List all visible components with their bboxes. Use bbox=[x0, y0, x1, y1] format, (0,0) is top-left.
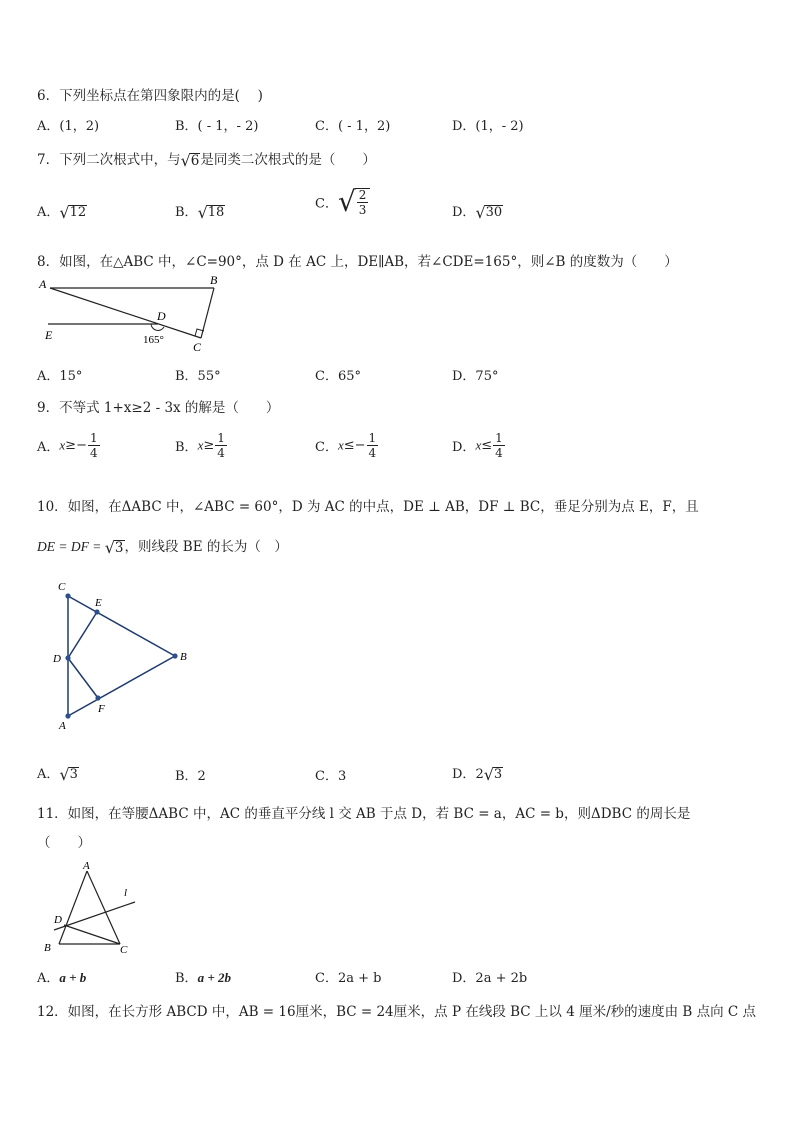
q10-point-a bbox=[65, 713, 70, 718]
q11-segment-ac bbox=[87, 871, 120, 944]
q11-option-a: A．a + b bbox=[37, 970, 87, 986]
q8-stem: 8．如图，在△ABC 中，∠C=90°，点 D 在 AC 上，DE∥AB，若∠CDE=165°，则∠B 的度数为（ ） bbox=[37, 254, 678, 270]
q8-label-b: B bbox=[210, 273, 218, 287]
q6-option-d: D．(1，- 2) bbox=[452, 119, 524, 134]
q10-option-d: D．2 √ 3 bbox=[452, 764, 503, 784]
q10-point-f bbox=[95, 695, 100, 700]
q10-label-f: F bbox=[98, 703, 105, 715]
q11-line-l bbox=[54, 902, 135, 930]
q9-option-b: B．x≥ $\frac{1}{4}$ bbox=[175, 431, 225, 460]
q8-label-c: C bbox=[193, 340, 202, 354]
q7-stem bbox=[37, 148, 376, 169]
q10-segment-ab bbox=[68, 656, 175, 716]
q10-label-c: C bbox=[58, 581, 66, 593]
q11-stem-line1: 11．如图，在等腰ΔABC 中，AC 的垂直平分线 l 交 AB 于点 D，若 BC = a，AC = b，则ΔDBC 的周长是 bbox=[37, 806, 691, 822]
q10-label-d: D bbox=[53, 653, 61, 665]
q6-stem: 6．下列坐标点在第四象限内的是( ) bbox=[37, 88, 263, 104]
q11-label-l: l bbox=[124, 887, 128, 899]
q10-point-b bbox=[172, 653, 177, 658]
q10-label-a: A bbox=[59, 720, 66, 732]
q12-stem: 12．如图，在长方形 ABCD 中，AB = 16厘米，BC = 24厘米，点 P 在线段 BC 上以 4 厘米/秒的速度由 B 点向 C 点 bbox=[37, 1004, 757, 1020]
q8-option-d: D．75° bbox=[452, 369, 499, 384]
q8-label-angle: 165° bbox=[143, 334, 164, 346]
q7-option-b: B． √ 18 bbox=[175, 202, 225, 222]
q10-figure bbox=[48, 575, 198, 735]
q10-segment-df bbox=[68, 658, 98, 698]
q7-stem-post: 是同类二次根式的是（ ） bbox=[200, 152, 376, 168]
q10-point-c bbox=[65, 593, 70, 598]
q9-option-a: A．x≥− $\frac{1}{4}$ bbox=[37, 431, 98, 460]
q8-option-a: A．15° bbox=[37, 369, 83, 384]
q10-point-d bbox=[65, 655, 70, 660]
q6-option-a: A．(1，2) bbox=[37, 119, 100, 134]
q10-point-e bbox=[94, 609, 99, 614]
q11-option-b: B．a + 2b bbox=[175, 970, 231, 986]
q6-option-c: C．( - 1，2) bbox=[315, 119, 391, 134]
q7-option-d: D． √ 30 bbox=[452, 202, 503, 222]
q6-option-b: B．( - 1，- 2) bbox=[175, 119, 259, 134]
q9-option-d: D．x≤ $\frac{1}{4}$ bbox=[452, 431, 503, 460]
q10-option-a: A． √ 3 bbox=[37, 764, 78, 784]
q8-label-d: D bbox=[157, 309, 166, 323]
q7-option-c: C． √ $\frac{2}{3}$ bbox=[315, 188, 370, 216]
q11-label-d: D bbox=[54, 914, 62, 926]
q10-option-c: C．3 bbox=[315, 769, 347, 784]
q8-figure bbox=[34, 272, 224, 356]
q10-segment-de bbox=[68, 612, 97, 658]
q8-segment-ac bbox=[50, 288, 201, 338]
q11-label-a: A bbox=[83, 860, 90, 872]
q8-option-c: C．65° bbox=[315, 369, 361, 384]
q10-stem-line1: 10．如图，在ΔABC 中，∠ABC = 60°，D 为 AC 的中点，DE ⊥ AB，DF ⊥ BC，垂足分别为点 E，F，且 bbox=[37, 499, 699, 515]
q9-option-c: C．x≤− $\frac{1}{4}$ bbox=[315, 431, 377, 460]
q8-label-e: E bbox=[45, 328, 53, 342]
q8-option-b: B．55° bbox=[175, 369, 221, 384]
q11-figure bbox=[38, 857, 148, 957]
q11-option-d: D．2a + 2b bbox=[452, 971, 528, 986]
q11-option-c: C．2a + b bbox=[315, 971, 382, 986]
q7-stem-radical: √ 6 bbox=[180, 150, 200, 170]
q11-segment-dc bbox=[64, 925, 120, 944]
q9-stem: 9．不等式 1+x≥2 - 3x 的解是（ ） bbox=[37, 400, 280, 416]
q11-label-c: C bbox=[120, 944, 128, 956]
q10-label-e: E bbox=[95, 597, 102, 609]
q8-label-a: A bbox=[39, 277, 47, 291]
q11-segment-ab bbox=[59, 871, 87, 944]
q10-stem-line2: DE = DF = √ 3 ，则线段 BE 的长为（ ） bbox=[37, 537, 288, 557]
q7-stem-pre: 7．下列二次根式中，与 bbox=[37, 152, 181, 168]
q10-option-b: B．2 bbox=[175, 769, 206, 784]
q11-label-b: B bbox=[44, 942, 51, 954]
q11-stem-line2: （ ） bbox=[37, 835, 91, 851]
q7-option-a: A． √ 12 bbox=[37, 202, 87, 222]
q10-label-b: B bbox=[180, 651, 187, 663]
q10-segment-cb bbox=[68, 596, 175, 656]
